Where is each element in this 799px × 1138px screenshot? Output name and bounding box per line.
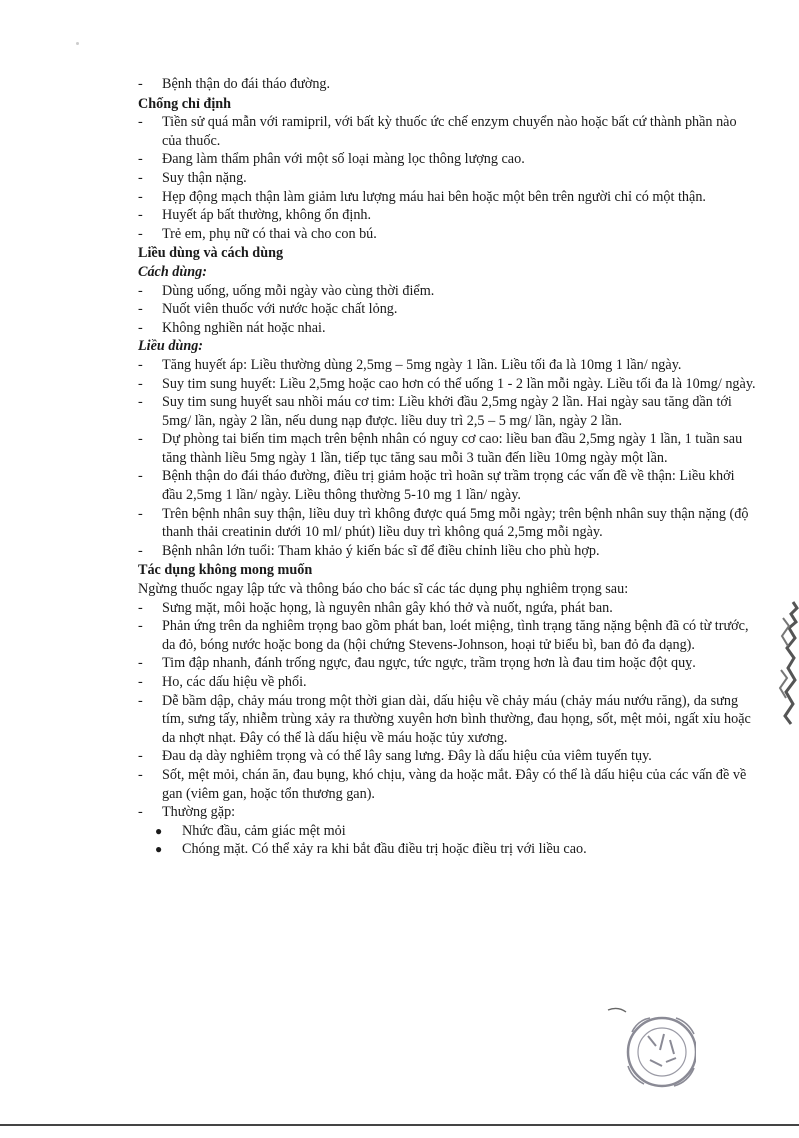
list-item: - Không nghiền nát hoặc nhai. [138,319,326,336]
dose-subheading: Liều dùng: [138,338,204,355]
scan-speck [76,42,79,45]
list-item: - Sưng mặt, môi hoặc họng, là nguyên nhân gây khó thở và nuốt, ngứa, phát ban. [138,599,613,616]
adverse-list [138,599,758,859]
list-item: - Trên bệnh nhân suy thận, liều duy trì không được quá 5mg mỗi ngày; trên bệnh nhân suy thận nặng (độ thanh thải creatinin dưới 10 ml/ phút) liều duy trì không quá 2,5mg mỗi ngày. [138,505,749,541]
list-item: - Huyết áp bất thường, không ổn định. [138,207,372,224]
list-item: - Dùng uống, uống mỗi ngày vào cùng thời điểm. [138,282,435,299]
list-item: - Đau dạ dày nghiêm trọng và có thể lây sang lưng. Đây là dấu hiệu của viêm tuyến tụy. [138,748,652,765]
list-item: - Bệnh nhân lớn tuổi: Tham khảo ý kiến bác sĩ để điều chỉnh liều cho phù hợp. [138,542,600,559]
document-body [138,75,758,859]
contraindications-list [138,113,758,243]
list-item: - Dự phòng tai biến tim mạch trên bệnh nhân có nguy cơ cao: liều ban đầu 2,5mg ngày 1 lần, 1 tuần sau tăng thành liều 5mg ngày 1 lần, tiếp tục tăng sau mỗi 3 tuần đến liều 10mg ngày một lần. [138,431,743,466]
usage-list [138,282,758,338]
contraindications-heading: Chống chỉ định [138,95,232,112]
list-item: - Tiền sử quá mẫn với ramipril, với bất kỳ thuốc ức chế enzym chuyển nào hoặc bất cứ thành phần nào của thuốc. [138,114,737,149]
bullet-item: ● Chóng mặt. Có thể xảy ra khi bắt đầu điều trị hoặc điều trị với liều cao. [155,841,587,858]
list-item: - Thường gặp: [138,804,236,821]
list-item: - Tăng huyết áp: Liều thường dùng 2,5mg – 5mg ngày 1 lần. Liều tối đa là 10mg 1 lần/ ngày. [138,356,682,373]
page-edge-stamp-mark [773,598,799,726]
official-seal-stamp [604,1006,696,1092]
list-item: - Phản ứng trên da nghiêm trọng bao gồm phát ban, loét miệng, tình trạng tăng nặng bệnh đã có từ trước, da đỏ, bóng nước hoặc bong da (hội chứng Stevens-Johnson, hoại tử biểu bì, ban đỏ đa dạng). [138,618,749,653]
list-item: - Suy tim sung huyết sau nhồi máu cơ tim: Liều khởi đầu 2,5mg ngày 2 lần. Hai ngày sau tăng dần tới 5mg/ lần, ngày 2 lần, nếu dung nạp được. liều duy trì 2,5 – 5 mg/ lần, ngày 2 lần. [138,394,732,429]
list-item: - Đang làm thẩm phân với một số loại màng lọc thông lượng cao. [138,151,525,168]
adverse-intro: Ngừng thuốc ngay lập tức và thông báo cho bác sĩ các tác dụng phụ nghiêm trọng sau: [138,581,629,598]
adverse-effects-heading: Tác dụng không mong muốn [138,562,313,579]
usage-subheading: Cách dùng: [138,263,207,280]
list-item: - Hẹp động mạch thận làm giảm lưu lượng máu hai bên hoặc một bên trên người chỉ có một thận. [138,188,706,205]
list-item: - Sốt, mệt mỏi, chán ăn, đau bụng, khó chịu, vàng da hoặc mắt. Đây có thể là dấu hiệu của các vấn đề về gan (viêm gan, hoặc tổn thương gan). [138,766,747,802]
list-item: - Tim đập nhanh, đánh trống ngực, đau ngực, tức ngực, trầm trọng hơn là đau tim hoặc đột quỵ. [138,655,696,672]
list-item: - Bệnh thận do đái tháo đường. [138,76,331,92]
list-item: - Bệnh thận do đái tháo đường, điều trị giảm hoặc trì hoãn sự trầm trọng các vấn đề về thận: Liều khởi đầu 2,5mg 1 lần/ ngày. Liều thông thường 5-10 mg 1 lần/ ngày. [138,468,735,504]
dosage-heading: Liều dùng và cách dùng [138,245,284,262]
common-effects-list [138,822,758,859]
list-item: - Suy thận nặng. [138,169,247,186]
list-item: - Trẻ em, phụ nữ có thai và cho con bú. [138,225,377,242]
bullet-item: ● Nhức đầu, cảm giác mệt mỏi [155,822,346,839]
list-item: - Ho, các dấu hiệu về phổi. [138,674,307,690]
dose-list [138,356,758,561]
page-bottom-rule [0,1124,799,1126]
list-item: - Dễ bầm dập, chảy máu trong một thời gian dài, dấu hiệu về chảy máu (chảy máu nướu răng), da sưng tím, sưng tấy, nhiễm trùng xảy ra thường xuyên hơn bình thường, đau họng, sốt, mệt mỏi, ngất xỉu hoặc da nhợt nhạt. Đây có thể là dấu hiệu về máu hoặc tủy xương. [138,692,751,746]
list-item: - Suy tim sung huyết: Liều 2,5mg hoặc cao hơn có thể uống 1 - 2 lần mỗi ngày. Liều tối đa là 10mg/ ngày. [138,375,756,392]
list-item: - Nuốt viên thuốc với nước hoặc chất lỏng. [138,301,398,318]
